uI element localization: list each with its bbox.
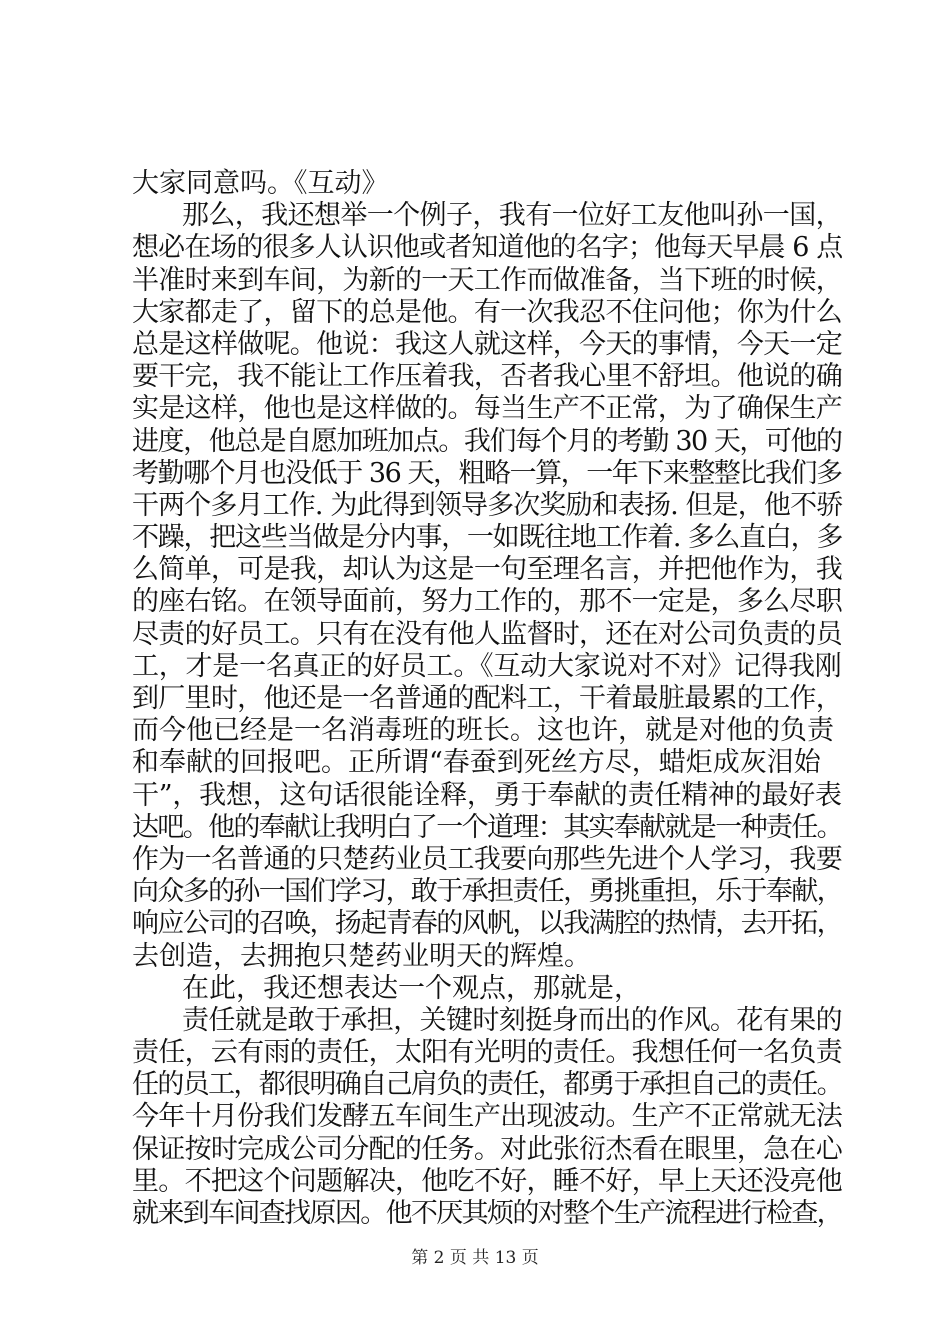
text-line: 大家都走了，留下的总是他。有一次我忍不住问他；你为什么 bbox=[132, 296, 842, 328]
text-line: 就来到车间查找原因。他不厌其烦的对整个生产流程进行检查， bbox=[132, 1198, 842, 1229]
text-line: 那么，我还想举一个例子，我有一位好工友他叫孙一国， bbox=[182, 200, 842, 232]
text-line: 今年十月份我们发酵五车间生产出现波动。生产不正常就无法 bbox=[132, 1101, 842, 1133]
page-footer: 第 2 页 共 13 页 bbox=[411, 1248, 539, 1268]
text-line: 想必在场的很多人认识他或者知道他的名字；他每天早晨 6 点 bbox=[132, 232, 843, 264]
text-line: 责任就是敢于承担，关键时刻挺身而出的作风。花有果的 bbox=[182, 1004, 842, 1036]
text-line: 进度，他总是自愿加班加点。我们每个月的考勤 30 天，可他的 bbox=[132, 425, 842, 457]
text-line: 达吧。他的奉献让我明白了一个道理：其实奉献就是一种责任。 bbox=[132, 811, 842, 843]
document-body bbox=[132, 168, 842, 1230]
text-line: 保证按时完成公司分配的任务。对此张衍杰看在眼里，急在心 bbox=[132, 1133, 842, 1165]
text-line: 么简单，可是我，却认为这是一句至理名言，并把他作为，我 bbox=[132, 554, 842, 586]
text-line: 考勤哪个月也没低于 36 天，粗略一算，一年下来整整比我们多 bbox=[132, 457, 842, 489]
text-line: 大家同意吗。《互动》 bbox=[132, 168, 389, 199]
text-line: 任的员工，都很明确自己肩负的责任，都勇于承担自己的责任。 bbox=[132, 1069, 842, 1101]
text-line: 而今他已经是一名消毒班的班长。这也许，就是对他的负责 bbox=[132, 715, 834, 747]
text-line: 干两个多月工作. 为此得到领导多次奖励和表扬. 但是，他不骄 bbox=[132, 489, 843, 521]
text-line: 半准时来到车间，为新的一天工作而做准备，当下班的时候， bbox=[132, 264, 842, 296]
text-line: 总是这样做呢。他说：我这人就这样，今天的事情，今天一定 bbox=[132, 328, 842, 360]
text-line: 去创造，去拥抱只楚药业明天的辉煌。 bbox=[132, 940, 591, 972]
text-line: 和奉献的回报吧。正所谓“春蚕到死丝方尽，蜡炬成灰泪始 bbox=[132, 747, 821, 779]
text-line: 实是这样，他也是这样做的。每当生产不正常，为了确保生产 bbox=[132, 393, 842, 425]
text-line: 到厂里时，他还是一名普通的配料工，干着最脏最累的工作， bbox=[132, 683, 842, 714]
text-line: 责任，云有雨的责任，太阳有光明的责任。我想任何一名负责 bbox=[132, 1037, 842, 1069]
text-line: 不躁，把这些当做是分内事，一如既往地工作着. 多么直白，多 bbox=[132, 522, 843, 554]
text-line: 在此，我还想表达一个观点，那就是， bbox=[182, 972, 641, 1004]
text-line: 的座右铭。在领导面前，努力工作的，那不一定是，多么尽职 bbox=[132, 586, 842, 618]
text-line: 要干完，我不能让工作压着我，否者我心里不舒坦。他说的确 bbox=[132, 361, 842, 393]
text-line: 里。不把这个问题解决，他吃不好，睡不好，早上天还没亮他 bbox=[132, 1165, 842, 1197]
text-line: 响应公司的召唤，扬起青春的风帆，以我满腔的热情，去开拓， bbox=[132, 908, 842, 940]
text-line: 尽责的好员工。只有在没有他人监督时，还在对公司负责的员 bbox=[132, 618, 842, 650]
text-line: 干”，我想，这句话很能诠释，勇于奉献的责任精神的最好表 bbox=[132, 779, 842, 811]
text-line: 工，才是一名真正的好员工。《互动大家说对不对》记得我刚 bbox=[132, 650, 842, 682]
text-line: 作为一名普通的只楚药业员工我要向那些先进个人学习，我要 bbox=[132, 843, 842, 875]
text-line: 向众多的孙一国们学习，敢于承担责任，勇挑重担，乐于奉献， bbox=[132, 876, 842, 908]
